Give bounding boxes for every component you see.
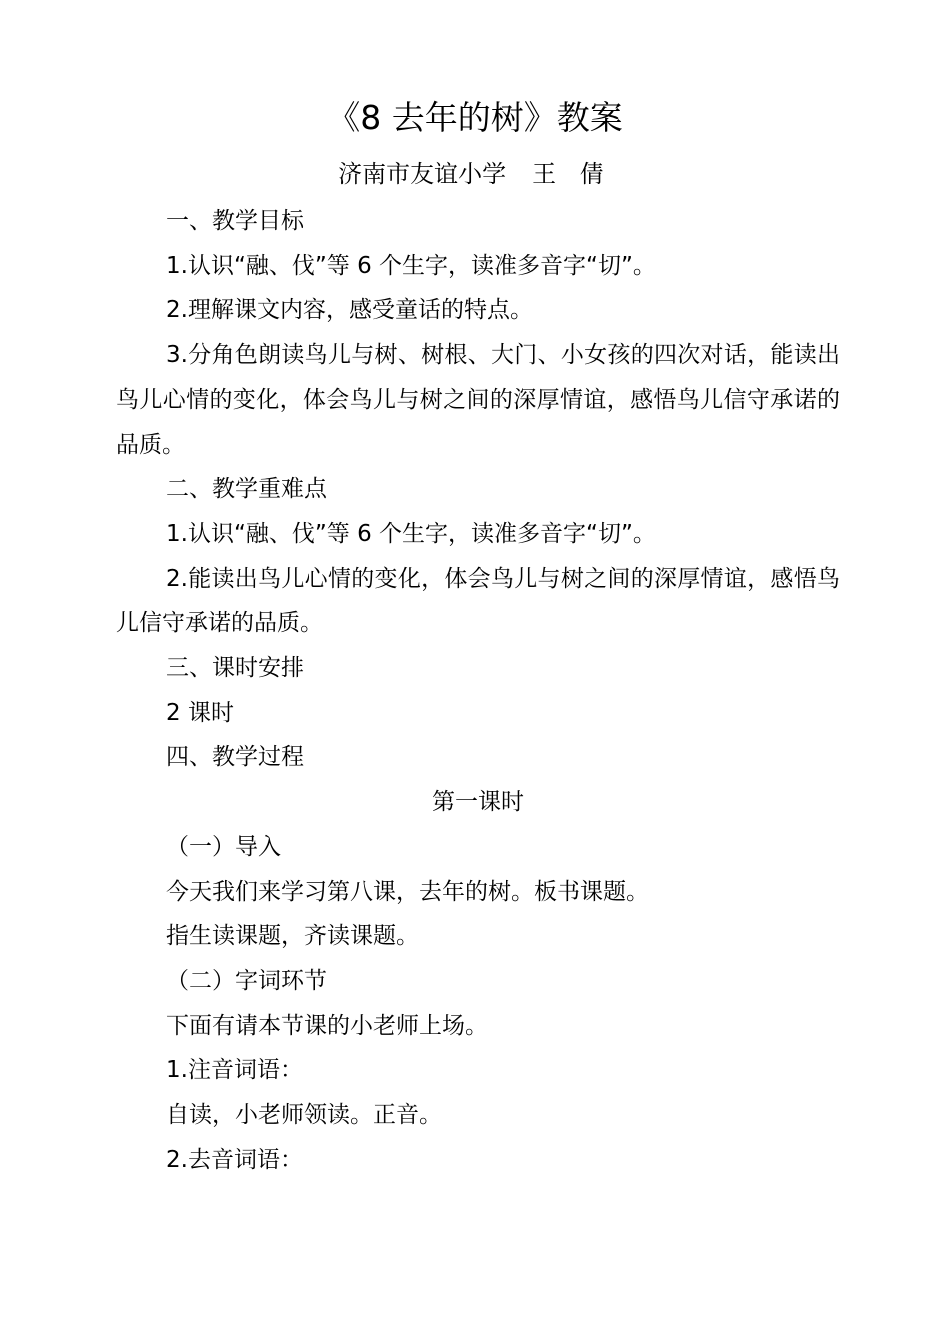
author-school: 济南市友谊小学 xyxy=(338,160,507,188)
paragraph: 3.分角色朗读鸟儿与树、树根、大门、小女孩的四次对话，能读出鸟儿心情的变化，体会鸟儿与树之间的深厚情谊，感悟鸟儿信守承诺的品质。 xyxy=(116,342,840,458)
paragraph: （二）字词环节 xyxy=(166,967,327,994)
paragraph: 四、教学过程 xyxy=(166,744,304,771)
paragraph: 2.能读出鸟儿心情的变化，体会鸟儿与树之间的深厚情谊，感悟鸟儿信守承诺的品质。 xyxy=(116,565,840,637)
author-line xyxy=(0,156,950,192)
paragraph: 1.认识“融、伐”等 6 个生字，读准多音字“切”。 xyxy=(166,520,656,547)
author-name: 王 倩 xyxy=(532,160,612,188)
paragraph: 今天我们来学习第八课，去年的树。板书课题。 xyxy=(166,878,649,905)
paragraph: （一）导入 xyxy=(166,833,281,860)
paragraph: 指生读课题，齐读课题。 xyxy=(166,923,419,950)
paragraph: 第一课时 xyxy=(432,789,524,816)
document-body xyxy=(116,199,840,1182)
paragraph: 下面有请本节课的小老师上场。 xyxy=(166,1012,488,1039)
document-title: 《8 去年的树》教案 xyxy=(327,98,623,137)
paragraph: 2 课时 xyxy=(166,699,234,726)
paragraph: 一、教学目标 xyxy=(166,208,304,234)
paragraph: 2.去音词语： xyxy=(166,1146,303,1173)
paragraph: 二、教学重难点 xyxy=(166,476,327,503)
paragraph: 1.认识“融、伐”等 6 个生字，读准多音字“切”。 xyxy=(166,252,656,279)
paragraph: 三、课时安排 xyxy=(166,655,304,682)
paragraph: 自读，小老师领读。正音。 xyxy=(166,1102,442,1129)
paragraph: 1.注音词语： xyxy=(166,1057,303,1084)
paragraph: 2.理解课文内容，感受童话的特点。 xyxy=(166,297,533,324)
